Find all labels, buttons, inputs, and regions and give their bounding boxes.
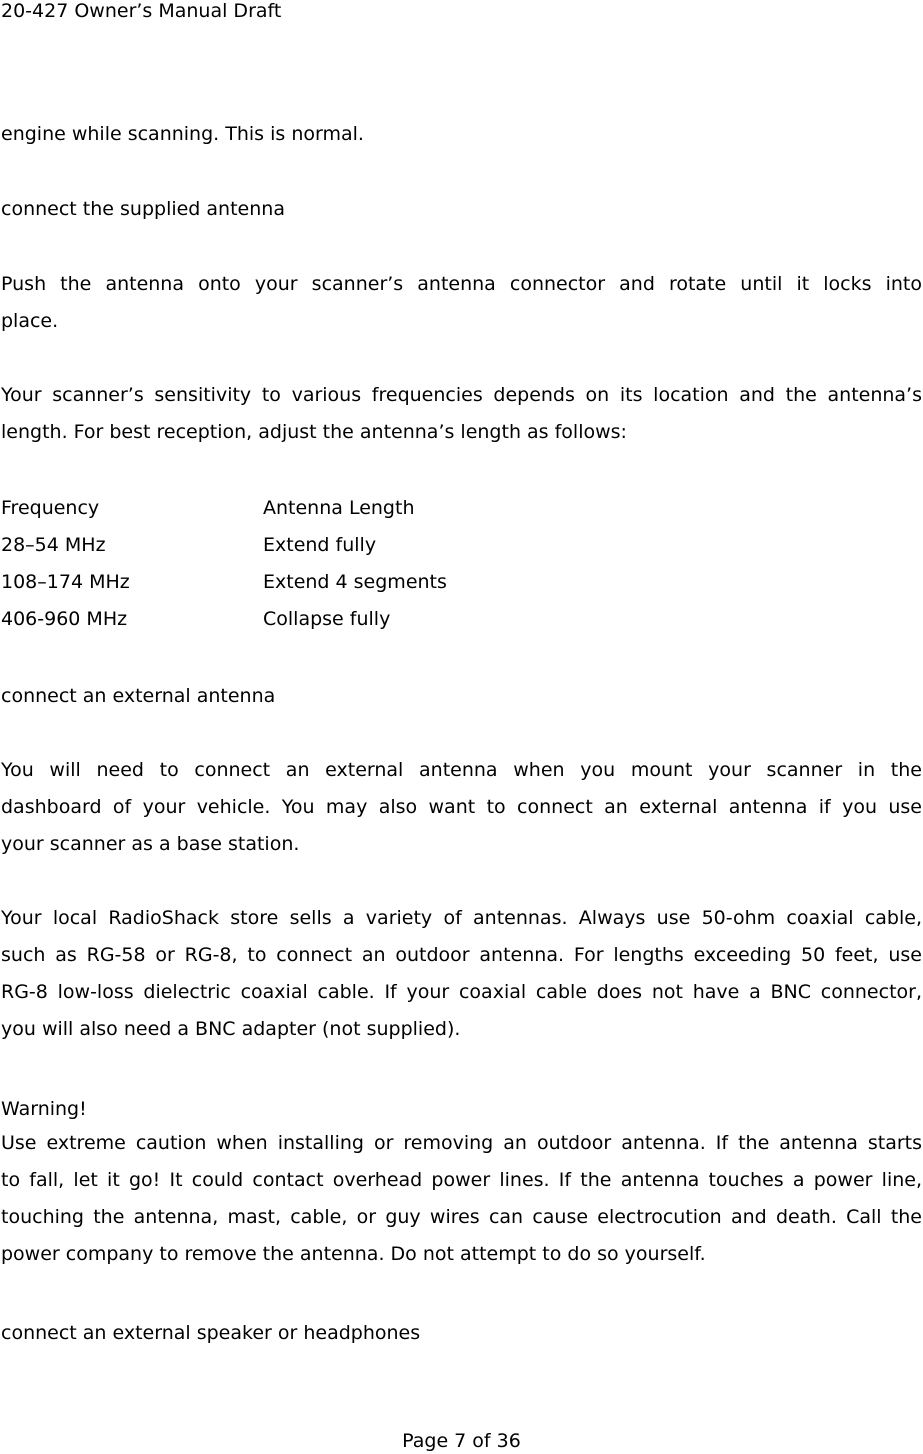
table-cell-length: Extend 4 segments [263, 571, 447, 593]
antenna-length-table [1, 490, 601, 638]
paragraph-line: RG-8 low-loss dielectric coaxial cable. If your coaxial cable does not have a BNC connector, [1, 981, 922, 1003]
paragraph-line: power company to remove the antenna. Do not attempt to do so yourself. [1, 1243, 706, 1265]
paragraph-radioshack [1, 900, 922, 1048]
paragraph-line: place. [1, 310, 59, 332]
section-heading-external-antenna: connect an external antenna [1, 685, 276, 707]
table-row [1, 527, 601, 564]
table-cell-frequency: 28–54 MHz [1, 534, 106, 556]
table-cell-frequency: 406-960 MHz [1, 608, 128, 630]
table-row [1, 564, 601, 601]
paragraph-line: you will also need a BNC adapter (not supplied). [1, 1018, 461, 1040]
paragraph-line: touching the antenna, mast, cable, or guy wires can cause electrocution and death. Call the [1, 1206, 922, 1228]
section-heading-speaker-headphones: connect an external speaker or headphones [1, 1322, 421, 1344]
body-line-engine: engine while scanning. This is normal. [1, 123, 364, 145]
paragraph-line: your scanner as a base station. [1, 833, 300, 855]
table-cell-length: Extend fully [263, 534, 377, 556]
paragraph-sensitivity [1, 377, 922, 451]
paragraph-line: You will need to connect an external antenna when you mount your scanner in the [1, 759, 922, 781]
paragraph-warning [1, 1125, 922, 1273]
paragraph-line: dashboard of your vehicle. You may also want to connect an external antenna if you use [1, 796, 922, 818]
paragraph-line: such as RG-58 or RG-8, to connect an outdoor antenna. For lengths exceeding 50 feet, use [1, 944, 922, 966]
table-cell-length: Collapse fully [263, 608, 391, 630]
paragraph-line: Use extreme caution when installing or removing an outdoor antenna. If the antenna starts [1, 1132, 922, 1154]
paragraph-line: length. For best reception, adjust the antenna’s length as follows: [1, 421, 627, 443]
paragraph-external-antenna [1, 752, 922, 863]
paragraph-line: Your scanner’s sensitivity to various frequencies depends on its location and the antenna’s [1, 384, 922, 406]
paragraph-line: Push the antenna onto your scanner’s antenna connector and rotate until it locks into [1, 273, 922, 295]
table-header-frequency: Frequency [1, 497, 100, 519]
document-header: 20-427 Owner’s Manual Draft [1, 0, 282, 22]
warning-title: Warning! [1, 1098, 87, 1120]
paragraph-line: Your local RadioShack store sells a variety of antennas. Always use 50-ohm coaxial cable, [1, 907, 922, 929]
paragraph-line: to fall, let it go! It could contact overhead power lines. If the antenna touches a power line, [1, 1169, 922, 1191]
paragraph-push-antenna [1, 266, 922, 340]
table-header-row [1, 490, 601, 527]
table-row [1, 601, 601, 638]
table-cell-frequency: 108–174 MHz [1, 571, 130, 593]
page-number: Page 7 of 36 [402, 1430, 521, 1452]
section-heading-supplied-antenna: connect the supplied antenna [1, 198, 285, 220]
table-header-antenna-length: Antenna Length [263, 497, 415, 519]
